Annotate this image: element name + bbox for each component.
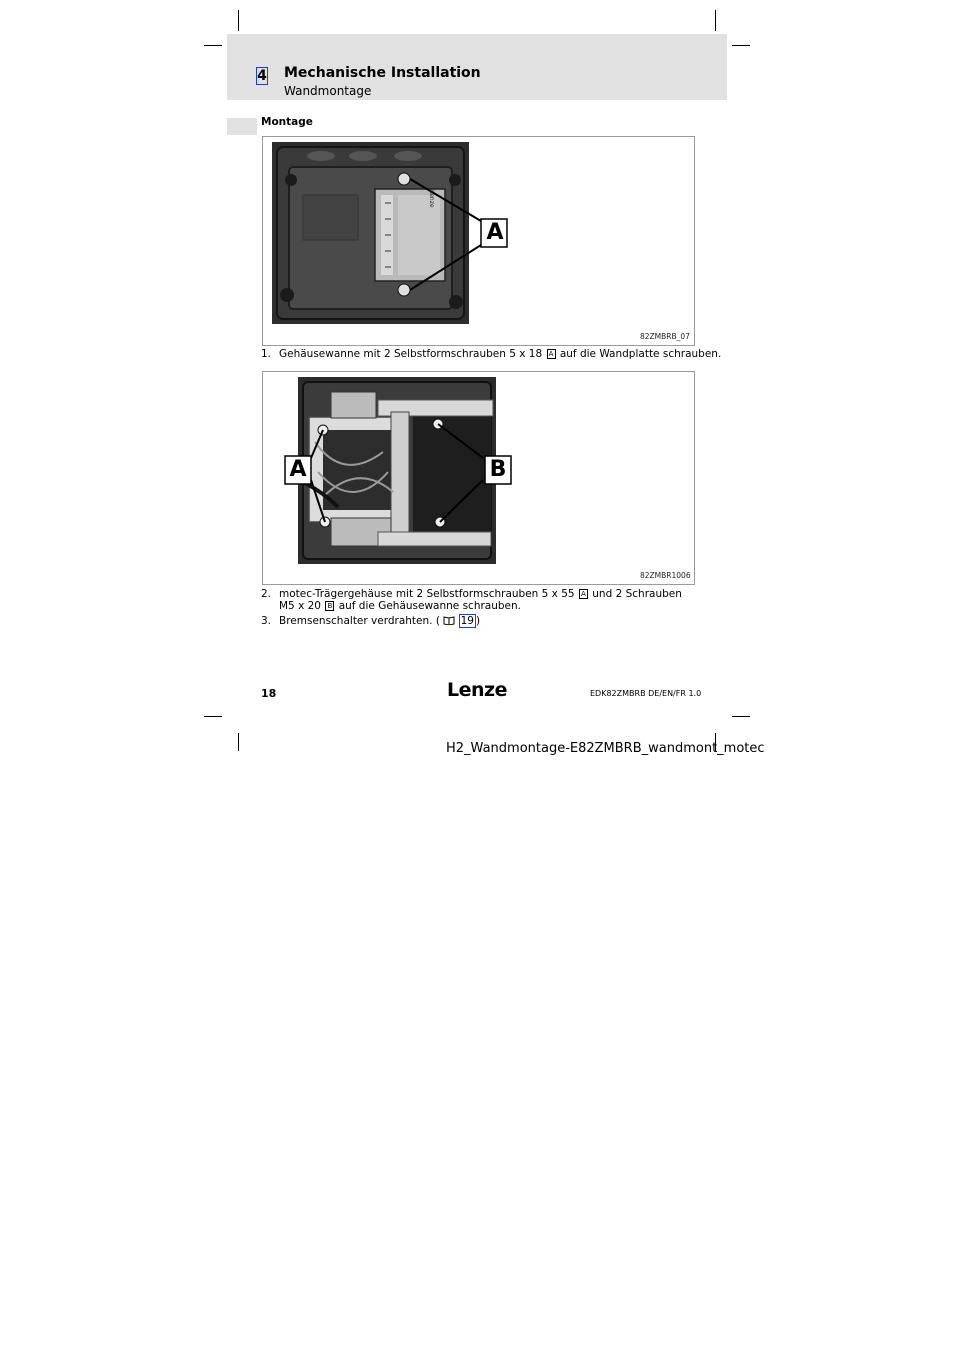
step-text: auf die Wandplatte schrauben.	[559, 348, 722, 360]
page-link[interactable]: 19	[460, 615, 474, 627]
callout-a: A	[289, 457, 307, 482]
step-text: und 2 Schrauben	[592, 588, 682, 600]
chapter-title: Mechanische Installation	[284, 65, 481, 81]
step-number: 2.	[261, 588, 272, 600]
step-text: M5 x 20	[279, 600, 321, 612]
reference-box: A	[547, 349, 556, 359]
lenze-logo: Lenze	[447, 679, 507, 701]
figure-1-frame	[262, 136, 695, 346]
list-item	[261, 615, 701, 629]
list-item	[261, 348, 722, 362]
crop-mark	[204, 45, 222, 46]
figure-2-photo	[263, 372, 694, 584]
reference-box: A	[579, 589, 588, 599]
step-number: 3.	[261, 615, 272, 627]
step-text: Bremsenschalter verdrahten. (	[279, 615, 440, 627]
callout-b: B	[489, 457, 507, 482]
chapter-subtitle: Wandmontage	[284, 84, 372, 98]
crop-mark	[732, 45, 750, 46]
step-text: auf die Gehäusewanne schrauben.	[338, 600, 522, 612]
crop-mark	[238, 10, 239, 31]
step-text: Gehäusewanne mit 2 Selbstformschrauben 5 x 18	[279, 348, 543, 360]
crop-mark	[204, 716, 222, 717]
step-number: 1.	[261, 348, 272, 360]
reference-box: B	[325, 601, 334, 611]
callout-a: A	[486, 220, 504, 245]
chapter-number-link[interactable]: 4	[257, 68, 267, 84]
step-text: motec-Trägergehäuse mit 2 Selbstformschrauben 5 x 55	[279, 588, 575, 600]
book-icon	[443, 616, 455, 629]
file-name: H2_Wandmontage-E82ZMBRB_wandmont_motec	[446, 741, 765, 756]
figure-code: 82ZMBRB_07	[640, 332, 690, 341]
crop-mark	[715, 10, 716, 31]
label-lenze: Lenze	[428, 190, 435, 208]
section-title: Montage	[261, 116, 313, 128]
side-tab	[227, 118, 257, 135]
figure-1-photo	[263, 137, 694, 345]
step-text: )	[476, 615, 481, 627]
figure-code: 82ZMBR1006	[640, 571, 691, 580]
list-item	[261, 588, 701, 616]
crop-mark	[732, 716, 750, 717]
document-code: EDK82ZMBRB DE/EN/FR 1.0	[590, 689, 702, 698]
page-number: 18	[261, 687, 277, 700]
crop-mark	[238, 733, 239, 751]
figure-2-frame	[262, 371, 695, 585]
